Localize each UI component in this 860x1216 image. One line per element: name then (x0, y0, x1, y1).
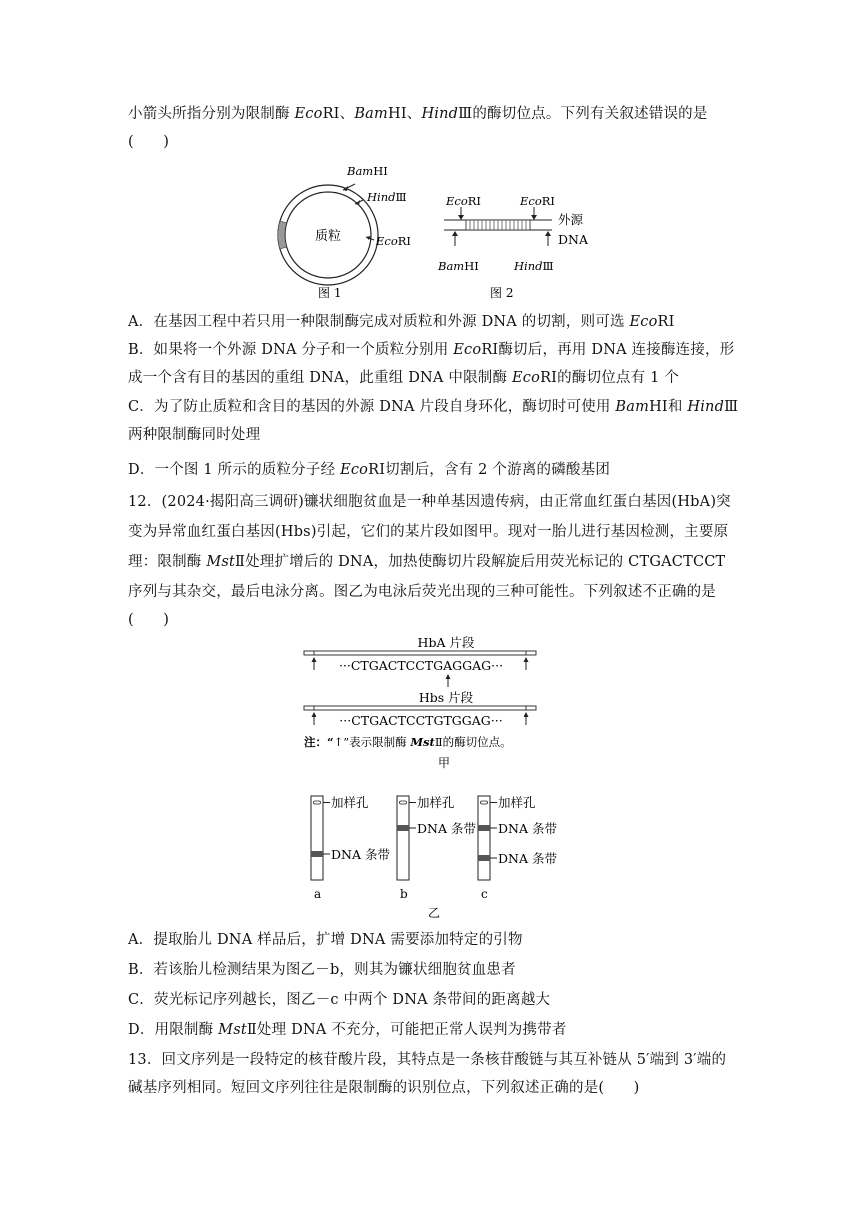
note-arrow: ↑ (333, 735, 344, 749)
lane-a-label: a (314, 887, 322, 901)
well-label: 加样孔 (331, 795, 369, 810)
figure-jia (296, 632, 596, 772)
text: Ⅱ处理扩增后的 DNA，加热使酶切片段解旋后用荧光标记的 CTGACTCCT (235, 554, 726, 570)
lane-c-label: c (481, 887, 488, 901)
text: RⅠ、 (322, 106, 355, 122)
eco-left-suffix: RⅠ (467, 194, 481, 208)
eco-left-label: Eco (446, 194, 468, 208)
hind-label: Hind (367, 190, 396, 204)
text: HⅠ和 (649, 399, 688, 415)
enzyme-italic: Eco (512, 370, 541, 386)
plasmid-label: 质粒 (314, 229, 342, 244)
q11-option-a (128, 312, 675, 332)
foreign-label: 外源 (558, 212, 584, 227)
text: D．用限制酶 (128, 1022, 219, 1038)
lane-b-label: b (400, 887, 408, 901)
text: B．如果将一个外源 DNA 分子和一个质粒分别用 (128, 342, 454, 358)
text: 成一个含有目的基因的重组 DNA，此重组 DNA 中限制酶 (128, 370, 513, 386)
svg-text:EcoRⅠ (375, 234, 411, 248)
text: Ⅲ (724, 399, 739, 415)
svg-text:BamHⅠ (346, 164, 388, 178)
q11-option-b-line2 (128, 368, 679, 388)
text: RⅠ切割后，含有 2 个游离的磷酸基团 (368, 462, 611, 478)
eco-label: Eco (376, 234, 398, 248)
note-enzyme: Mst (410, 735, 435, 749)
text: 小箭头所指分别为限制酶 (128, 106, 295, 122)
intro-paren: ( ) (128, 134, 170, 150)
enzyme-italic: Mst (206, 554, 236, 570)
q12-line-4: 序列与其杂交，最后电泳分离。图乙为电泳后荧光出现的三种可能性。下列叙述不正确的是 (128, 584, 716, 600)
well-label: 加样孔 (417, 795, 455, 810)
hbs-sequence: ···CTGACTCCTGTGGAG··· (339, 713, 503, 728)
q13-line-2: 碱基序列相同。短回文序列往往是限制酶的识别位点，下列叙述正确的是( ) (128, 1080, 640, 1096)
figure-yi-caption: 乙 (428, 906, 441, 920)
svg-text:EcoRⅠ (519, 194, 555, 208)
text: C．为了防止质粒和含目的基因的外源 DNA 片段自身环化，酶切时可使用 (128, 399, 616, 415)
note-prefix: 注：“ (304, 735, 334, 749)
text: D．一个图 1 所示的质粒分子经 (128, 462, 341, 478)
dna-label: DNA (558, 232, 588, 247)
svg-text:EcoRⅠ (445, 194, 481, 208)
note-text: ”表示限制酶 (343, 735, 411, 749)
q12-line-1: 12．(2024·揭阳高三调研)镰状细胞贫血是一种单基因遗传病，由正常血红蛋白基因(HbA)突 (128, 494, 731, 510)
hbs-title: Hbs 片段 (418, 690, 474, 705)
text: RⅠ酶切后，再用 DNA 连接酶连接，形 (481, 342, 735, 358)
figure-1-plasmid (270, 160, 420, 305)
figure-2-caption: 图 2 (490, 286, 514, 300)
band-label: DNA 条带 (498, 821, 557, 836)
bam-label: Bam (438, 259, 465, 273)
q12-option-b: B．若该胎儿检测结果为图乙－b，则其为镰状细胞贫血患者 (128, 962, 516, 978)
figure-jia-caption: 甲 (438, 756, 451, 770)
figure-2-foreign-dna (436, 190, 601, 305)
text: A．在基因工程中若只用一种限制酶完成对质粒和外源 DNA 的切割，则可选 (128, 314, 630, 330)
q12-line-2: 变为异常血红蛋白基因(Hbs)引起，它们的某片段如图甲。现对一胎儿进行基因检测，主要原 (128, 524, 729, 540)
enzyme-italic: Eco (629, 314, 658, 330)
intro-line-1 (128, 104, 708, 124)
text: Ⅲ的酶切位点。下列有关叙述错误的是 (458, 106, 708, 122)
text: Ⅱ处理 DNA 不充分，可能把正常人误判为携带者 (246, 1022, 567, 1038)
svg-text:HindⅢ (366, 190, 407, 204)
enzyme-italic: Hind (687, 399, 725, 415)
enzyme-italic: Bam (615, 399, 650, 415)
svg-text:HindⅢ (513, 259, 554, 273)
q12-option-d (128, 1020, 567, 1040)
hind-label-suffix: Ⅲ (395, 190, 407, 204)
enzyme-italic: Hind (421, 106, 459, 122)
enzyme-italic: Bam (354, 106, 388, 122)
text: RⅠ的酶切位点有 1 个 (540, 370, 680, 386)
svg-text:注：“↑”表示限制酶 MstⅡ的酶切位点。 (304, 735, 512, 749)
hba-sequence: ···CTGACTCCTGAGGAG··· (338, 658, 504, 673)
q11-option-b-line1 (128, 340, 734, 360)
note-text-end: Ⅱ的酶切位点。 (434, 735, 512, 749)
q11-option-c-line2: 两种限制酶同时处理 (128, 427, 261, 443)
hba-title: HbA 片段 (417, 635, 475, 650)
band-label: DNA 条带 (498, 851, 557, 866)
svg-text:BamHⅠ (437, 259, 479, 273)
text: HⅠ、 (387, 106, 422, 122)
text: RⅠ (657, 314, 675, 330)
q12-paren: ( ) (128, 612, 170, 628)
eco-label-suffix: RⅠ (397, 234, 411, 248)
band-label: DNA 条带 (417, 821, 476, 836)
hind-label-suffix: Ⅲ (542, 259, 554, 273)
band-label: DNA 条带 (331, 847, 390, 862)
text: 理：限制酶 (128, 554, 207, 570)
eco-right-suffix: RⅠ (541, 194, 555, 208)
q12-line-3 (128, 552, 725, 572)
q11-option-d (128, 460, 610, 480)
hind-label: Hind (514, 259, 543, 273)
enzyme-italic: Eco (294, 106, 323, 122)
bam-label-suffix: HⅠ (464, 259, 479, 273)
q12-option-c: C．荧光标记序列越长，图乙－c 中两个 DNA 条带间的距离越大 (128, 992, 551, 1008)
enzyme-italic: Eco (453, 342, 482, 358)
q12-option-a: A．提取胎儿 DNA 样品后，扩增 DNA 需要添加特定的引物 (128, 932, 523, 948)
q11-option-c-line1 (128, 397, 738, 417)
figure-1-caption: 图 1 (318, 286, 342, 300)
enzyme-italic: Eco (340, 462, 369, 478)
enzyme-italic: Mst (218, 1022, 247, 1038)
well-label: 加样孔 (498, 795, 536, 810)
bam-label-suffix: HⅠ (373, 164, 388, 178)
figure-yi-gel (300, 792, 600, 922)
bam-label: Bam (347, 164, 374, 178)
eco-right-label: Eco (520, 194, 542, 208)
q13-line-1: 13．回文序列是一段特定的核苷酸片段，其特点是一条核苷酸链与其互补链从 5′端到 3′端的 (128, 1052, 727, 1068)
